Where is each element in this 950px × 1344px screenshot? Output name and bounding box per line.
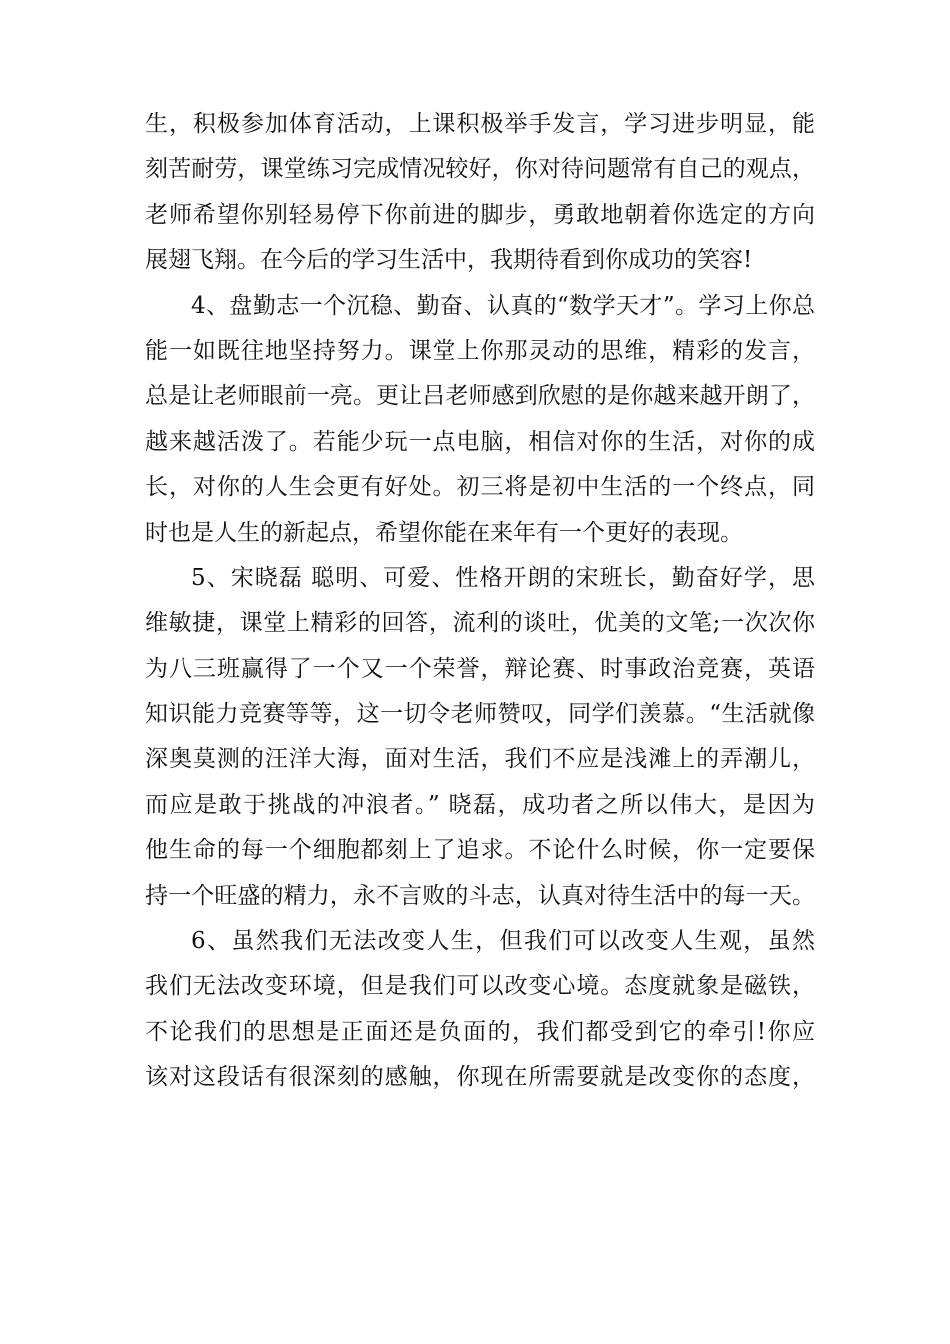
text-line: 展翅飞翔。在今后的学习生活中，我期待看到你成功的笑容! xyxy=(145,247,753,274)
text-line: 刻苦耐劳，课堂练习完成情况较好，你对待问题常有自己的观点， xyxy=(145,156,815,183)
text-line: 知识能力竞赛等等，这一切令老师赞叹，同学们羡慕。“生活就像 xyxy=(145,701,815,728)
document-body xyxy=(145,102,815,1101)
text-line: 为八三班赢得了一个又一个荣誉，辩论赛、时事政治竞赛，英语 xyxy=(145,655,815,682)
text-line: 越来越活泼了。若能少玩一点电脑，相信对你的生活，对你的成 xyxy=(145,428,815,455)
text-line: 而应是敢于挑战的冲浪者。” 晓磊，成功者之所以伟大，是因为 xyxy=(145,791,815,818)
paragraph-continuation xyxy=(145,102,815,284)
text-line: 时也是人生的新起点，希望你能在来年有一个更好的表现。 xyxy=(145,519,743,546)
paragraph-4 xyxy=(145,284,815,556)
text-line: 我们无法改变环境，但是我们可以改变心境。态度就象是磁铁， xyxy=(145,973,815,1000)
text-line: 长，对你的人生会更有好处。初三将是初中生活的一个终点，同 xyxy=(145,474,815,501)
text-line: 维敏捷，课堂上精彩的回答，流利的谈吐，优美的文笔;一次次你 xyxy=(145,610,815,637)
text-line: 总是让老师眼前一亮。更让吕老师感到欣慰的是你越来越开朗了， xyxy=(145,383,815,410)
text-line: 他生命的每一个细胞都刻上了追求。不论什么时候，你一定要保 xyxy=(145,837,815,864)
text-line: 深奥莫测的汪洋大海，面对生活，我们不应是浅滩上的弄潮儿， xyxy=(145,746,815,773)
text-line: 5、宋晓磊 聪明、可爱、性格开朗的宋班长，勤奋好学，思 xyxy=(191,564,815,591)
text-line: 持一个旺盛的精力，永不言败的斗志，认真对待生活中的每一天。 xyxy=(145,882,815,909)
paragraph-6 xyxy=(145,919,815,1101)
text-line: 4、盘勤志一个沉稳、勤奋、认真的“数学天才”。学习上你总 xyxy=(191,292,815,319)
text-line: 生，积极参加体育活动，上课积极举手发言，学习进步明显，能 xyxy=(145,111,815,137)
text-line: 该对这段话有很深刻的感触，你现在所需要就是改变你的态度， xyxy=(145,1064,815,1091)
text-line: 不论我们的思想是正面还是负面的，我们都受到它的牵引!你应 xyxy=(145,1018,815,1045)
text-line: 6、虽然我们无法改变人生，但我们可以改变人生观，虽然 xyxy=(191,928,815,955)
paragraph-5 xyxy=(145,556,815,919)
text-line: 老师希望你别轻易停下你前进的脚步，勇敢地朝着你选定的方向 xyxy=(145,201,815,228)
text-line: 能一如既往地坚持努力。课堂上你那灵动的思维，精彩的发言， xyxy=(145,337,815,364)
